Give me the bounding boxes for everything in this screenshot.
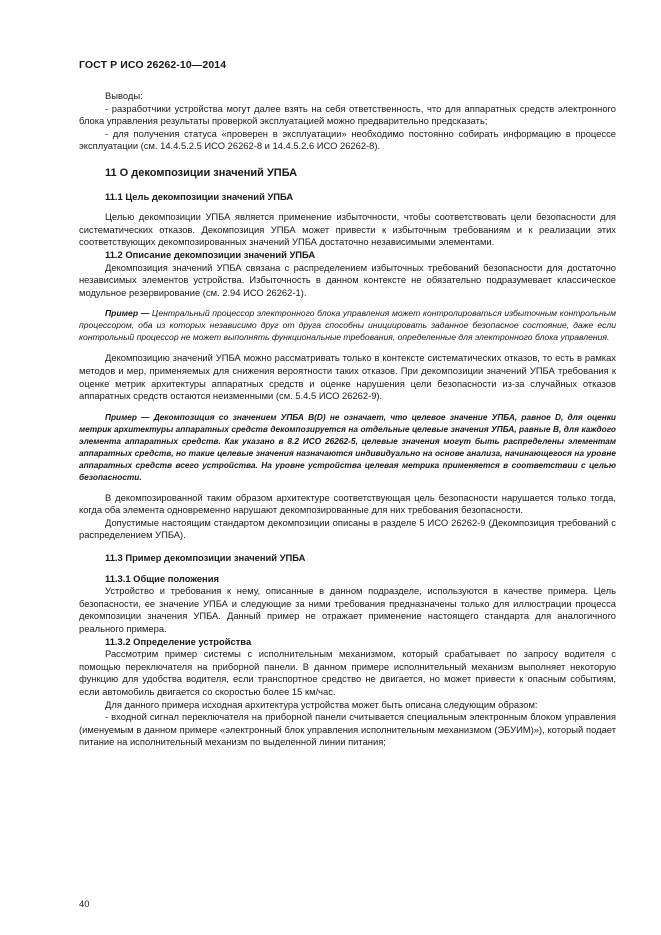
- document-header: ГОСТ Р ИСО 26262-10—2014: [79, 59, 227, 71]
- paragraph: Целью декомпозиции УПБА является применение избыточности, чтобы соответствовать цели безопасности для систематических отказов. Декомпозиция УПБА может привести к избыточным требованиям и к реализации этих соответствующих декомпозированных значений УПБА достаточно независимыми элементами.: [79, 211, 616, 248]
- conclusion-item: - для получения статуса «проверен в эксплуатации» необходимо постоянно собирать информацию в процессе эксплуатации (см. 14.4.5.2.5 ИСО 26262-8 и 14.4.5.2.6 ИСО 26262-8).: [79, 127, 616, 152]
- subsection-heading: 11.2 Описание декомпозиции значений УПБА: [105, 248, 316, 260]
- paragraph: Декомпозиция значений УПБА связана с распределением избыточных требований безопасности для достаточно независимых элементов устройства. Избыточность в данном контексте не обязательно подразумевает классическое модульное резервирование (см. 2.94 ИСО 26262-1).: [79, 261, 616, 298]
- paragraph: Рассмотрим пример системы с исполнительным механизмом, который срабатывает по запросу водителя с помощью переключателя на приборной панели. В данном примере исполнительный механизм выполняет некоторую функцию для удобства водителя, если транспортное средство не двигается, но может привести к опасным событиям, если автомобиль двигается со скоростью более 15 км/час.: [79, 648, 616, 697]
- section-heading: 11 О декомпозиции значений УПБА: [105, 166, 298, 179]
- subsection-heading: 11.3 Пример декомпозиции значений УПБА: [105, 552, 306, 564]
- example-note: Пример — Декомпозиция со значением УПБА B(D) не означает, что целевое значение УПБА, равное D, для оценки метрик архитектуры аппаратных средств декомпозируется на отдельные целевые значения УПБА, равные B, для каждого элемента аппаратных средств. Как указано в 8.2 ИСО 26262-5, целевые значения могут быть распределены элементам аппаратных средств, но такие целевые значения назначаются индивидуально на основе анализа, начинающегося на уровне аппаратных средств всего устройства. На уровне устройства целевая метрика применяется в соответствии с целью безопасности.: [79, 411, 616, 482]
- subsection-heading: 11.3.2 Определение устройства: [105, 635, 252, 647]
- paragraph: Декомпозицию значений УПБА можно рассматривать только в контексте систематических отказов, то есть в рамках методов и мер, применяемых для снижения вероятности таких отказов. При декомпозиции значений УПБА требования к оценке метрик архитектуры аппаратных средств и оценке нарушения цели безопасности из-за случайных отказов аппаратных средств остаются неизменными (см. 5.4.5 ИСО 26262-9).: [79, 352, 616, 402]
- conclusion-item: - разработчики устройства могут далее взять на себя ответственность, что для аппаратных средств электронного блока управления результаты проверкой эксплуатацией можно предварительно предсказать;: [79, 102, 616, 127]
- paragraph: Устройство и требования к нему, описанные в данном подразделе, используются в качестве примера. Цель безопасности, ее значение УПБА и следующие за ними требования предназначены только для иллюстрации процесса декомпозиции значения УПБА. Данный пример не отражает применение настоящего стандарта для аналогичного реального примера.: [79, 585, 616, 635]
- conclusions-title: Выводы:: [105, 90, 143, 101]
- paragraph: Для данного примера исходная архитектура устройства может быть описана следующим образом:: [105, 698, 538, 710]
- example-label: Пример —: [105, 308, 150, 319]
- document-body: [79, 90, 616, 749]
- subsection-heading: 11.1 Цель декомпозиции значений УПБА: [105, 190, 294, 202]
- list-item: - входной сигнал переключателя на приборной панели считывается специальным электронным блоком управления (именуемым в данном примере «электронный блок управления исполнительным механизмом (ЭБУИМ)»), который подает питание на исполнительный механизм по выделенной линии питания;: [79, 711, 616, 748]
- example-text: Центральный процессор электронного блока управления может контролироваться избыточным контрольным процессором, оба из которых независимо друг от друга способны инициировать заданное безопасное состояние, даже если контрольный процессор не может выполнять функциональные требования, определенные для электронного блока управления.: [79, 308, 616, 343]
- page-number: 40: [79, 899, 90, 910]
- example-note: [79, 307, 616, 343]
- subsection-heading: 11.3.1 Общие положения: [105, 572, 219, 584]
- paragraph: В декомпозированной таким образом архитектуре соответствующая цель безопасности нарушается только тогда, когда оба элемента одновременно нарушают декомпозированные для них требования безопасности.: [79, 491, 616, 516]
- paragraph: Допустимые настоящим стандартом декомпозиции описаны в разделе 5 ИСО 26262-9 (Декомпозиция требований с распределением УПБА).: [79, 516, 616, 541]
